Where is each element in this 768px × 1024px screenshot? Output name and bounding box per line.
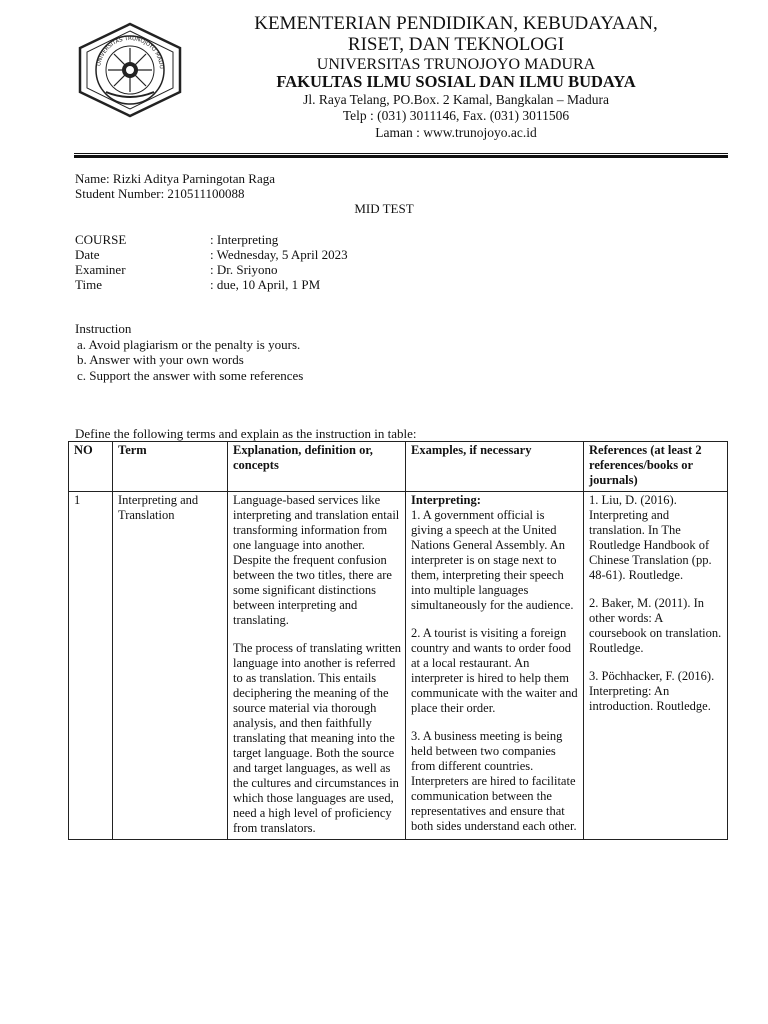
info-value: : Dr. Sriyono bbox=[210, 262, 278, 277]
cell-explanation bbox=[228, 492, 406, 840]
address: Jl. Raya Telang, PO.Box. 2 Kamal, Bangkalan – Madura bbox=[303, 91, 609, 107]
reference-item: 3. Pöchhacker, F. (2016). Interpreting: An introduction. Routledge. bbox=[589, 669, 715, 713]
example-item: 3. A business meeting is being held between two companies from different countries. Interpreters are hired to facilitate communication between the representatives and ensure that both sides understand each other. bbox=[411, 729, 577, 833]
info-value: : due, 10 April, 1 PM bbox=[210, 277, 321, 292]
university-seal-icon bbox=[76, 22, 184, 118]
exam-info bbox=[75, 232, 348, 292]
instruction-block bbox=[75, 321, 303, 383]
cell-references bbox=[584, 492, 728, 840]
university-logo bbox=[76, 22, 184, 118]
student-name: Name: Rizki Aditya Parningotan Raga bbox=[75, 171, 276, 186]
reference-item: 2. Baker, M. (2011). In other words: A coursebook on translation. Routledge. bbox=[589, 596, 722, 655]
table-header-row bbox=[69, 442, 728, 492]
svg-text:UNIVERSITAS TRUNOJOYO MADURA: UNIVERSITAS TRUNOJOYO MADU bbox=[96, 35, 165, 70]
student-number: Student Number: 210511100088 bbox=[75, 186, 245, 201]
faculty-name: FAKULTAS ILMU SOSIAL DAN ILMU BUDAYA bbox=[276, 72, 636, 92]
info-value: : Interpreting bbox=[210, 232, 279, 247]
reference-item: 1. Liu, D. (2016). Interpreting and translation. In The Routledge Handbook of Chinese Translation (pp. 48-61). Routledge. bbox=[589, 493, 712, 582]
ministry-name-cont: RISET, DAN TEKNOLOGI bbox=[347, 33, 565, 55]
col-header-examples: Examples, if necessary bbox=[406, 442, 584, 492]
terms-table bbox=[68, 441, 728, 840]
cell-term: Interpreting and Translation bbox=[113, 492, 228, 840]
phone: Telp : (031) 3011146, Fax. (031) 3011506 bbox=[342, 108, 570, 124]
page-title: MID TEST bbox=[354, 201, 414, 216]
info-row bbox=[75, 262, 348, 277]
info-row bbox=[75, 277, 348, 292]
letterhead bbox=[196, 14, 716, 142]
info-row bbox=[75, 232, 348, 247]
table-row bbox=[69, 492, 728, 840]
info-label: Examiner bbox=[75, 262, 126, 277]
col-header-no: NO bbox=[69, 442, 113, 492]
info-value: : Wednesday, 5 April 2023 bbox=[210, 247, 348, 262]
info-label: Date bbox=[75, 247, 100, 262]
website: Laman : www.trunojoyo.ac.id bbox=[375, 125, 537, 141]
explanation-paragraph: The process of translating written language into another is referred to as translation. This entails deciphering the meaning of the source material via thorough analysis, and then faithfully translating that meaning into the target language. Both the source and target languages, as well as the cultures and circumstances in which those languages are used, need a high level of proficiency from translators. bbox=[233, 641, 402, 835]
col-header-explanation: Explanation, definition or, concepts bbox=[228, 442, 406, 492]
examples-heading: Interpreting: bbox=[411, 493, 481, 507]
cell-examples bbox=[406, 492, 584, 840]
info-label: COURSE bbox=[75, 232, 127, 247]
university-name: UNIVERSITAS TRUNOJOYO MADURA bbox=[316, 55, 596, 73]
instruction-item: b. Answer with your own words bbox=[77, 352, 244, 367]
ministry-name: KEMENTERIAN PENDIDIKAN, KEBUDAYAAN, bbox=[254, 13, 658, 34]
col-header-references: References (at least 2 references/books or journals) bbox=[584, 442, 728, 492]
info-label: Time bbox=[75, 277, 102, 292]
instruction-heading: Instruction bbox=[75, 321, 132, 336]
instruction-item: a. Avoid plagiarism or the penalty is yours. bbox=[77, 336, 301, 352]
cell-no: 1 bbox=[69, 492, 113, 840]
header-divider-thick bbox=[74, 155, 728, 158]
example-item: 1. A government official is giving a speech at the United Nations General Assembly. An interpreter is on stage next to them, interpreting their speech into multiple languages simultaneously for the audience. bbox=[411, 508, 574, 612]
header-divider-thin bbox=[74, 153, 728, 154]
info-row bbox=[75, 247, 348, 262]
example-item: 2. A tourist is visiting a foreign country and wants to order food at a local restaurant. An interpreter is hired to help them communicate with the waiter and place their order. bbox=[411, 626, 578, 715]
define-instruction: Define the following terms and explain as the instruction in table: bbox=[75, 426, 417, 441]
col-header-term: Term bbox=[113, 442, 228, 492]
instruction-item: c. Support the answer with some references bbox=[77, 367, 304, 383]
explanation-paragraph: Language-based services like interpreting and translation entail transforming information from one language into another. Despite the frequent confusion between the two titles, there are some significant distinctions between interpreting and translating. bbox=[233, 493, 400, 627]
